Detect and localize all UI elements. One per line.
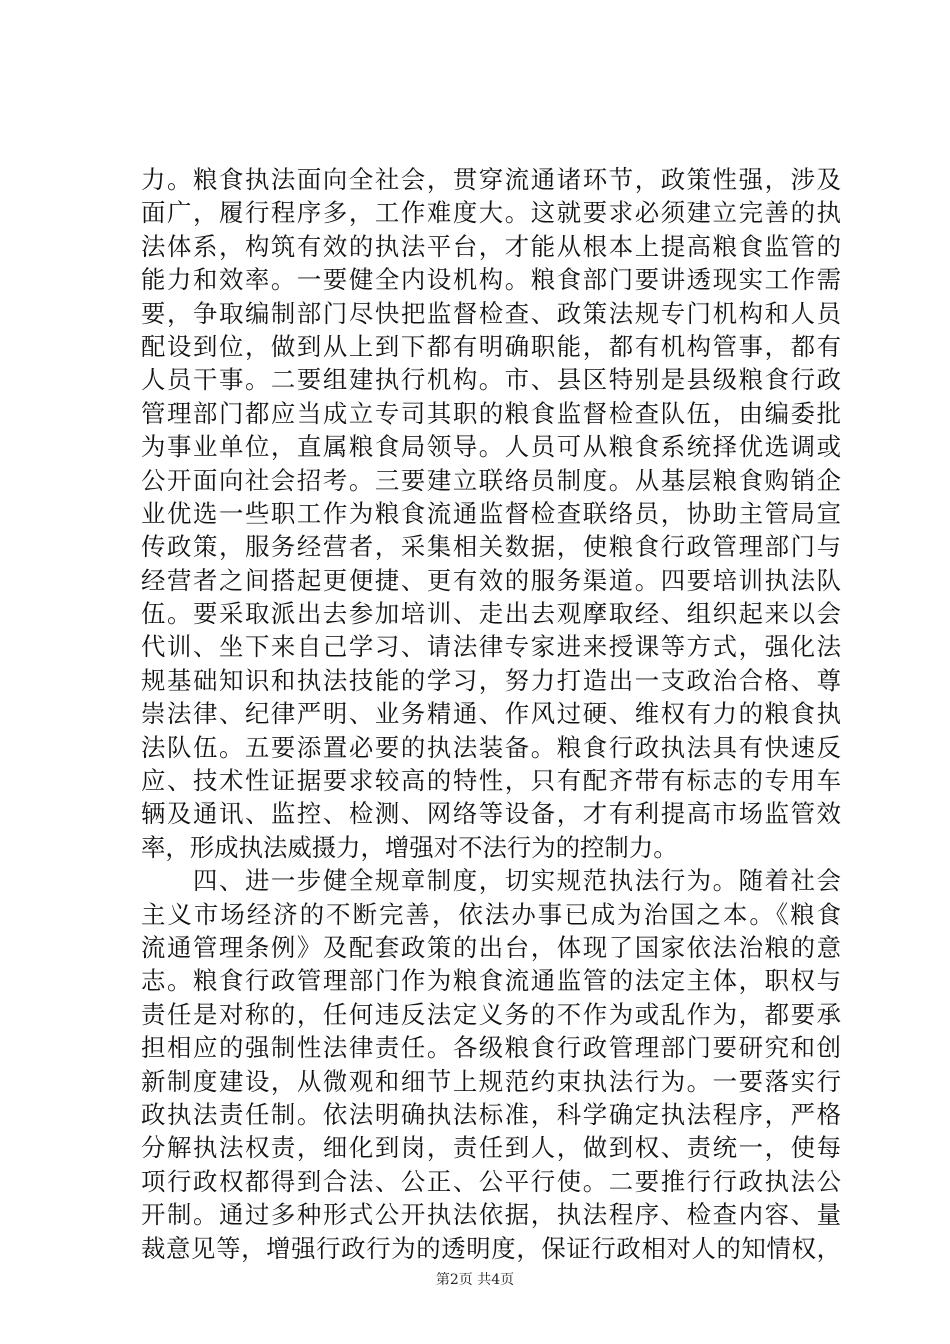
text-line: 率，形成执法威摄力，增强对不法行为的控制力。 (141, 832, 678, 862)
text-line: 业优选一些职工作为粮食流通监督检查联络员，协助主管局宣 (141, 498, 841, 528)
text-line: 主义市场经济的不断完善，依法办事已成为治国之本。《粮食 (141, 899, 841, 929)
text-line: 担相应的强制性法律责任。各级粮食行政管理部门要研究和创 (141, 1033, 841, 1063)
text-line: 人员干事。二要组建执行机构。市、县区特别是县级粮食行政 (141, 365, 841, 395)
text-line: 流通管理条例》及配套政策的出台，体现了国家依法治粮的意 (141, 932, 841, 962)
text-line: 志。粮食行政管理部门作为粮食流通监管的法定主体，职权与 (141, 966, 841, 996)
text-line: 分解执法权责，细化到岗，责任到人，做到权、责统一，使每 (141, 1133, 841, 1163)
text-line: 应、技术性证据要求较高的特性，只有配齐带有标志的专用车 (141, 766, 841, 796)
text-line: 公开面向社会招考。三要建立联络员制度。从基层粮食购销企 (141, 465, 841, 495)
text-line: 法体系，构筑有效的执法平台，才能从根本上提高粮食监管的 (141, 231, 841, 261)
text-line: 代训、坐下来自己学习、请法律专家进来授课等方式，强化法 (141, 632, 841, 662)
text-line: 面广，履行程序多，工作难度大。这就要求必须建立完善的执 (141, 198, 841, 228)
text-line: 配设到位，做到从上到下都有明确职能，都有机构管事，都有 (141, 331, 841, 361)
text-line: 为事业单位，直属粮食局领导。人员可从粮食系统择优选调或 (141, 432, 841, 462)
text-line: 伍。要采取派出去参加培训、走出去观摩取经、组织起来以会 (141, 599, 841, 629)
text-line: 经营者之间搭起更便捷、更有效的服务渠道。四要培训执法队 (141, 565, 841, 595)
text-line: 传政策，服务经营者，采集相关数据，使粮食行政管理部门与 (141, 532, 841, 562)
text-line: 管理部门都应当成立专司其职的粮食监督检查队伍，由编委批 (141, 398, 841, 428)
text-line: 开制。通过多种形式公开执法依据，执法程序、检查内容、量 (141, 1200, 841, 1230)
text-line: 崇法律、纪律严明、业务精通、作风过硬、维权有力的粮食执 (141, 699, 841, 729)
text-line: 新制度建设，从微观和细节上规范约束执法行为。一要落实行 (141, 1066, 841, 1096)
text-line: 力。粮食执法面向全社会，贯穿流通诸环节，政策性强，涉及 (141, 165, 841, 194)
text-line: 能力和效率。一要健全内设机构。粮食部门要讲透现实工作需 (141, 265, 841, 295)
text-line: 政执法责任制。依法明确执法标准，科学确定执法程序，严格 (141, 1099, 841, 1129)
body-text (141, 163, 841, 1265)
text-line: 项行政权都得到合法、公正、公平行使。二要推行行政执法公 (141, 1166, 841, 1196)
text-line: 规基础知识和执法技能的学习，努力打造出一支政治合格、尊 (141, 665, 841, 695)
text-line: 责任是对称的，任何违反法定义务的不作为或乱作为，都要承 (141, 999, 841, 1029)
text-line: 四、进一步健全规章制度，切实规范执法行为。随着社会 (141, 866, 841, 896)
text-line: 法队伍。五要添置必要的执法装备。粮食行政执法具有快速反 (141, 732, 841, 762)
page-footer: 第2页 共4页 (435, 1272, 515, 1288)
text-line: 要，争取编制部门尽快把监督检查、政策法规专门机构和人员 (141, 298, 841, 328)
text-line: 裁意见等，增强行政行为的透明度，保证行政相对人的知情权， (141, 1233, 841, 1263)
text-line: 辆及通讯、监控、检测、网络等设备，才有利提高市场监管效 (141, 799, 841, 829)
